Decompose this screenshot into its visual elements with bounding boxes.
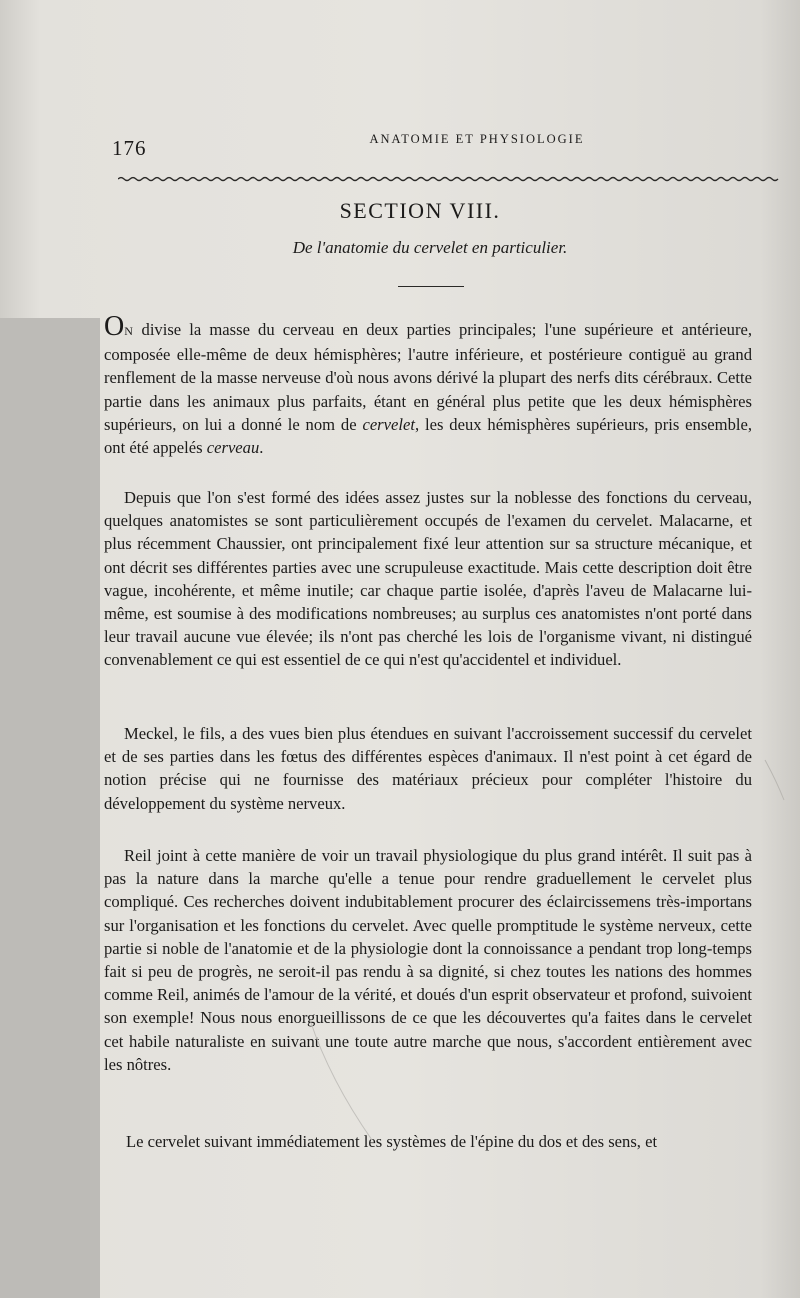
paragraph-1-text-a: divise la masse du cerveau en deux parties principales; l'une supérieure et antérieure, composée elle-même de deux hémisphères; l'autre inférieure, et postérieure contiguë au grand renflement de la masse nerveuse d'où nous avons dérivé la plupart des nerfs dits cérébraux. Cette partie dans les animaux plus parfaits, étant en général plus petite que les deux hémisphères supérieurs, on lui a donné le nom de [104,320,752,434]
running-title: ANATOMIE ET PHYSIOLOGIE [369,132,585,146]
term-cerveau: cerveau [206,438,260,458]
margin-shadow [0,318,100,1298]
page-number: 176 [112,136,147,160]
paragraph-4: Reil joint à cette manière de voir un travail physiologique du plus grand intérêt. Il suit pas à pas la nature dans la marche qu'elle a tenue pour rendre graduellement le cervelet plus compliqué. Ces recherches doivent indubitablement procurer des éclaircissemens très-importans sur l'organisation et les fonctions du cervelet. Avec quelle promptitude le système nerveux, cette partie si noble de l'anatomie et de la physiologie dont la connoissance a pendant trop long-temps fait si peu de progrès, ne seroit-il pas rendu à sa dignité, si chez toutes les nations des hommes comme Reil, animés de l'amour de la vérité, et doués d'un esprit observateur et profond, suivoient son exemple! Nous nous enorgueillissons de ce que les découvertes qu'a faites dans le cervelet cet habile naturaliste en suivant une toute autre marche que nous, s'accordent entièrement avec les nôtres. [104,846,752,1074]
wavy-rule [118,174,780,184]
paragraph-2: Depuis que l'on s'est formé des idées assez justes sur la noblesse des fonctions du cerveau, quelques anatomistes se sont particulièrement occupés de l'examen du cervelet. Malacarne, et plus récemment Chaussier, ont principalement fixé leur attention sur sa structure mécanique, et ont décrit ses différentes parties avec une scrupuleuse exactitude. Mais cette description doit être vague, incohérente, et même inutile; car chaque partie isolée, d'après l'aveu de Malacarne lui-même, est soumise à des modifications nombreuses; au surplus ces anatomistes n'ont porté dans leur travail aucune vue élevée; ils n'ont pas cherché les lois de l'organisme vivant, ni distingué convenablement ce qui est essentiel de ce qui n'est qu'accidentel et individuel. [104,488,752,670]
paragraph-1-text-c: . [259,438,264,458]
running-head [112,130,752,160]
paragraph-5: Le cervelet suivant immédiatement les systèmes de l'épine du dos et des sens, et [126,1132,658,1151]
initial-letter: O [104,311,125,342]
short-rule [398,286,464,287]
paragraph-1-text-b: , les deux hémisphères supérieurs, pris ensemble, ont été appelés [104,414,752,458]
section-title: SECTION VIII. [339,198,501,223]
paragraph-3: Meckel, le fils, a des vues bien plus étendues en suivant l'accroissement successif du cervelet et de ses parties dans les fœtus des différentes espèces d'animaux. Il n'est point à cet égard de notion précise qui ne fournisse des matériaux précieux pour compléter l'histoire du développement du système nerveux. [104,724,752,813]
term-cervelet: cervelet [362,414,415,434]
section-subtitle: De l'anatomie du cervelet en particulier. [292,238,568,257]
paragraph-1 [104,311,752,459]
initial-smallcap: N [124,324,134,338]
